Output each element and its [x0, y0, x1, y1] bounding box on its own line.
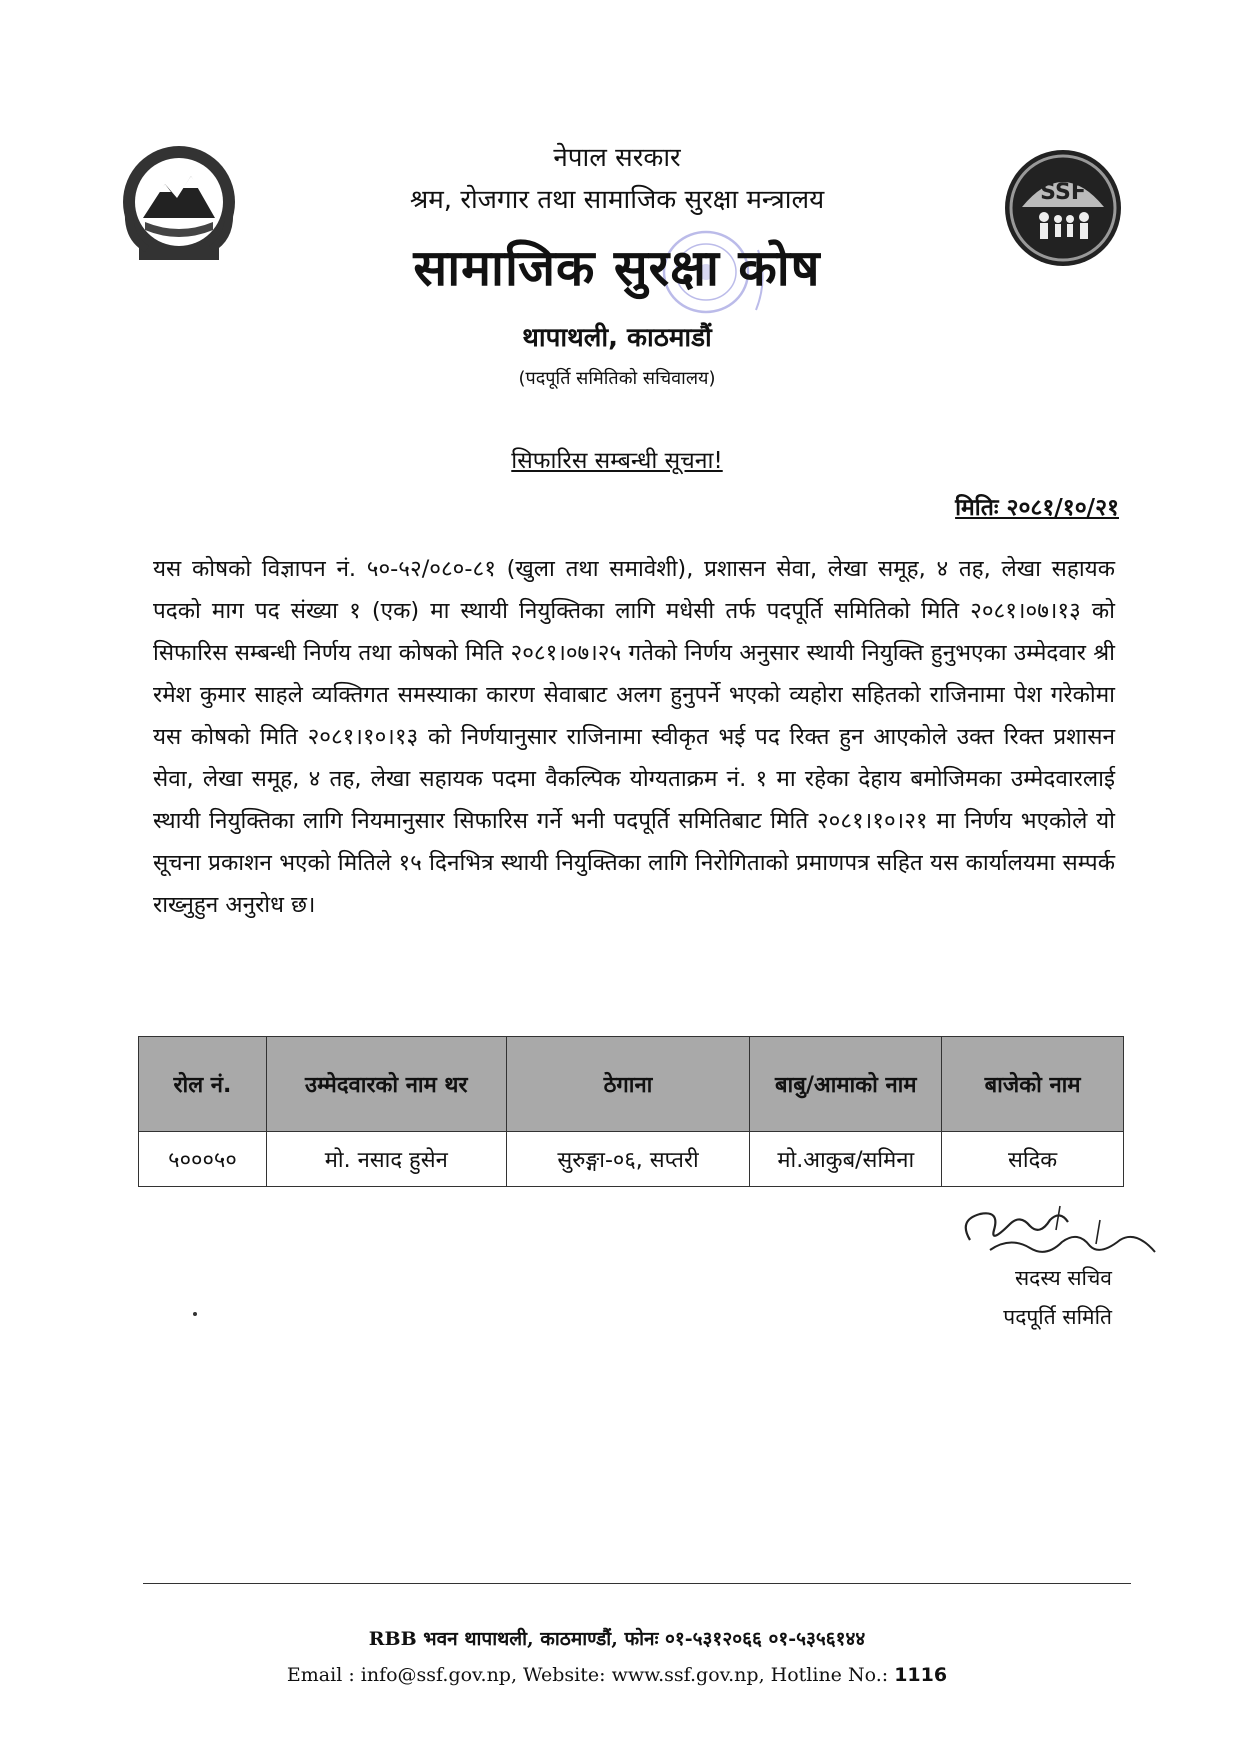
- signatory-committee: पदपूर्ति समिति: [1003, 1305, 1112, 1329]
- government-name: नेपाल सरकार: [553, 143, 681, 173]
- footer-divider: [143, 1583, 1131, 1584]
- cell-candidate-name: मो. नसाद हुसेन: [266, 1132, 506, 1187]
- handwritten-signature-icon: [950, 1200, 1170, 1270]
- scan-speck: [193, 1312, 197, 1316]
- notice-date: मितिः २०८१/१०/२१: [955, 495, 1119, 521]
- footer-email-website: Email : info@ssf.gov.np, Website: www.ssf.gov.np, Hotline No.:: [286, 1664, 895, 1686]
- header-candidate-name: उम्मेदवारको नाम थर: [266, 1037, 506, 1132]
- header-roll-no: रोल नं.: [139, 1037, 267, 1132]
- cell-parents-name: मो.आकुब/समिना: [750, 1132, 942, 1187]
- ministry-name: श्रम, रोजगार तथा सामाजिक सुरक्षा मन्त्रालय: [409, 185, 825, 215]
- organization-address: थापाथली, काठमाडौं: [522, 323, 712, 353]
- ssf-logo-text: SSF: [1040, 180, 1086, 205]
- organization-title: सामाजिक सुरक्षा कोष: [413, 239, 821, 297]
- cell-grandfather-name: सदिक: [942, 1132, 1124, 1187]
- notice-title: सिफारिस सम्बन्धी सूचना!: [511, 448, 723, 474]
- secretariat-label: (पदपूर्ति समितिको सचिवालय): [518, 368, 716, 389]
- footer-contact: RBB भवन थापाथली, काठमाण्डौं, फोनः ०१-५३१२०६६ ०१-५३५६१४४: [368, 1628, 866, 1650]
- header-parents-name: बाबु/आमाको नाम: [750, 1037, 942, 1132]
- cell-address: सुरुङ्गा-०६, सप्तरी: [506, 1132, 750, 1187]
- signatory-title: सदस्य सचिव: [1014, 1266, 1112, 1290]
- table-header-row: [139, 1037, 1124, 1132]
- notice-body: यस कोषको विज्ञापन नं. ५०-५२/०८०-८१ (खुला तथा समावेशी), प्रशासन सेवा, लेखा समूह, ४ तह, लेखा सहायक पदको माग पद संख्या १ (एक) मा स्थायी नियुक्तिका लागि मधेसी तर्फ पदपूर्ति समितिको मिति २०८१।०७।१३ को सिफारिस सम्बन्धी निर्णय तथा कोषको मिति २०८१।०७।२५ गतेको निर्णय अनुसार स्थायी नियुक्ति हुनुभएका उम्मेदवार श्री रमेश कुमार साहले व्यक्तिगत समस्याका कारण सेवाबाट अलग हुनुपर्ने भएको व्यहोरा सहितको राजिनामा पेश गरेकोमा यस कोषको मिति २०८१।१०।१३ को निर्णयानुसार राजिनामा स्वीकृत भई पद रिक्त हुन आएकोले उक्त रिक्त प्रशासन सेवा, लेखा समूह, ४ तह, लेखा सहायक पदमा वैकल्पिक योग्यताक्रम नं. १ मा रहेका देहाय बमोजिमका उम्मेदवारलाई स्थायी नियुक्तिका लागि नियमानुसार सिफारिस गर्ने भनी पदपूर्ति समितिबाट मिति २०८१।१०।२१ मा निर्णय भएकोले यो सूचना प्रकाशन भएको मितिले १५ दिनभित्र स्थायी नियुक्तिका लागि निरोगिताको प्रमाणपत्र सहित यस कार्यालयमा सम्पर्क राख्नुहुन अनुरोध छ।: [153, 556, 1115, 918]
- footer-web: [0, 1664, 1234, 1686]
- table-row: [139, 1132, 1124, 1187]
- footer-hotline: 1116: [894, 1664, 948, 1686]
- header-address: ठेगाना: [506, 1037, 750, 1132]
- recommendation-table: [138, 1036, 1124, 1187]
- header-grandfather-name: बाजेको नाम: [942, 1037, 1124, 1132]
- cell-roll-no: ५०००५०: [139, 1132, 267, 1187]
